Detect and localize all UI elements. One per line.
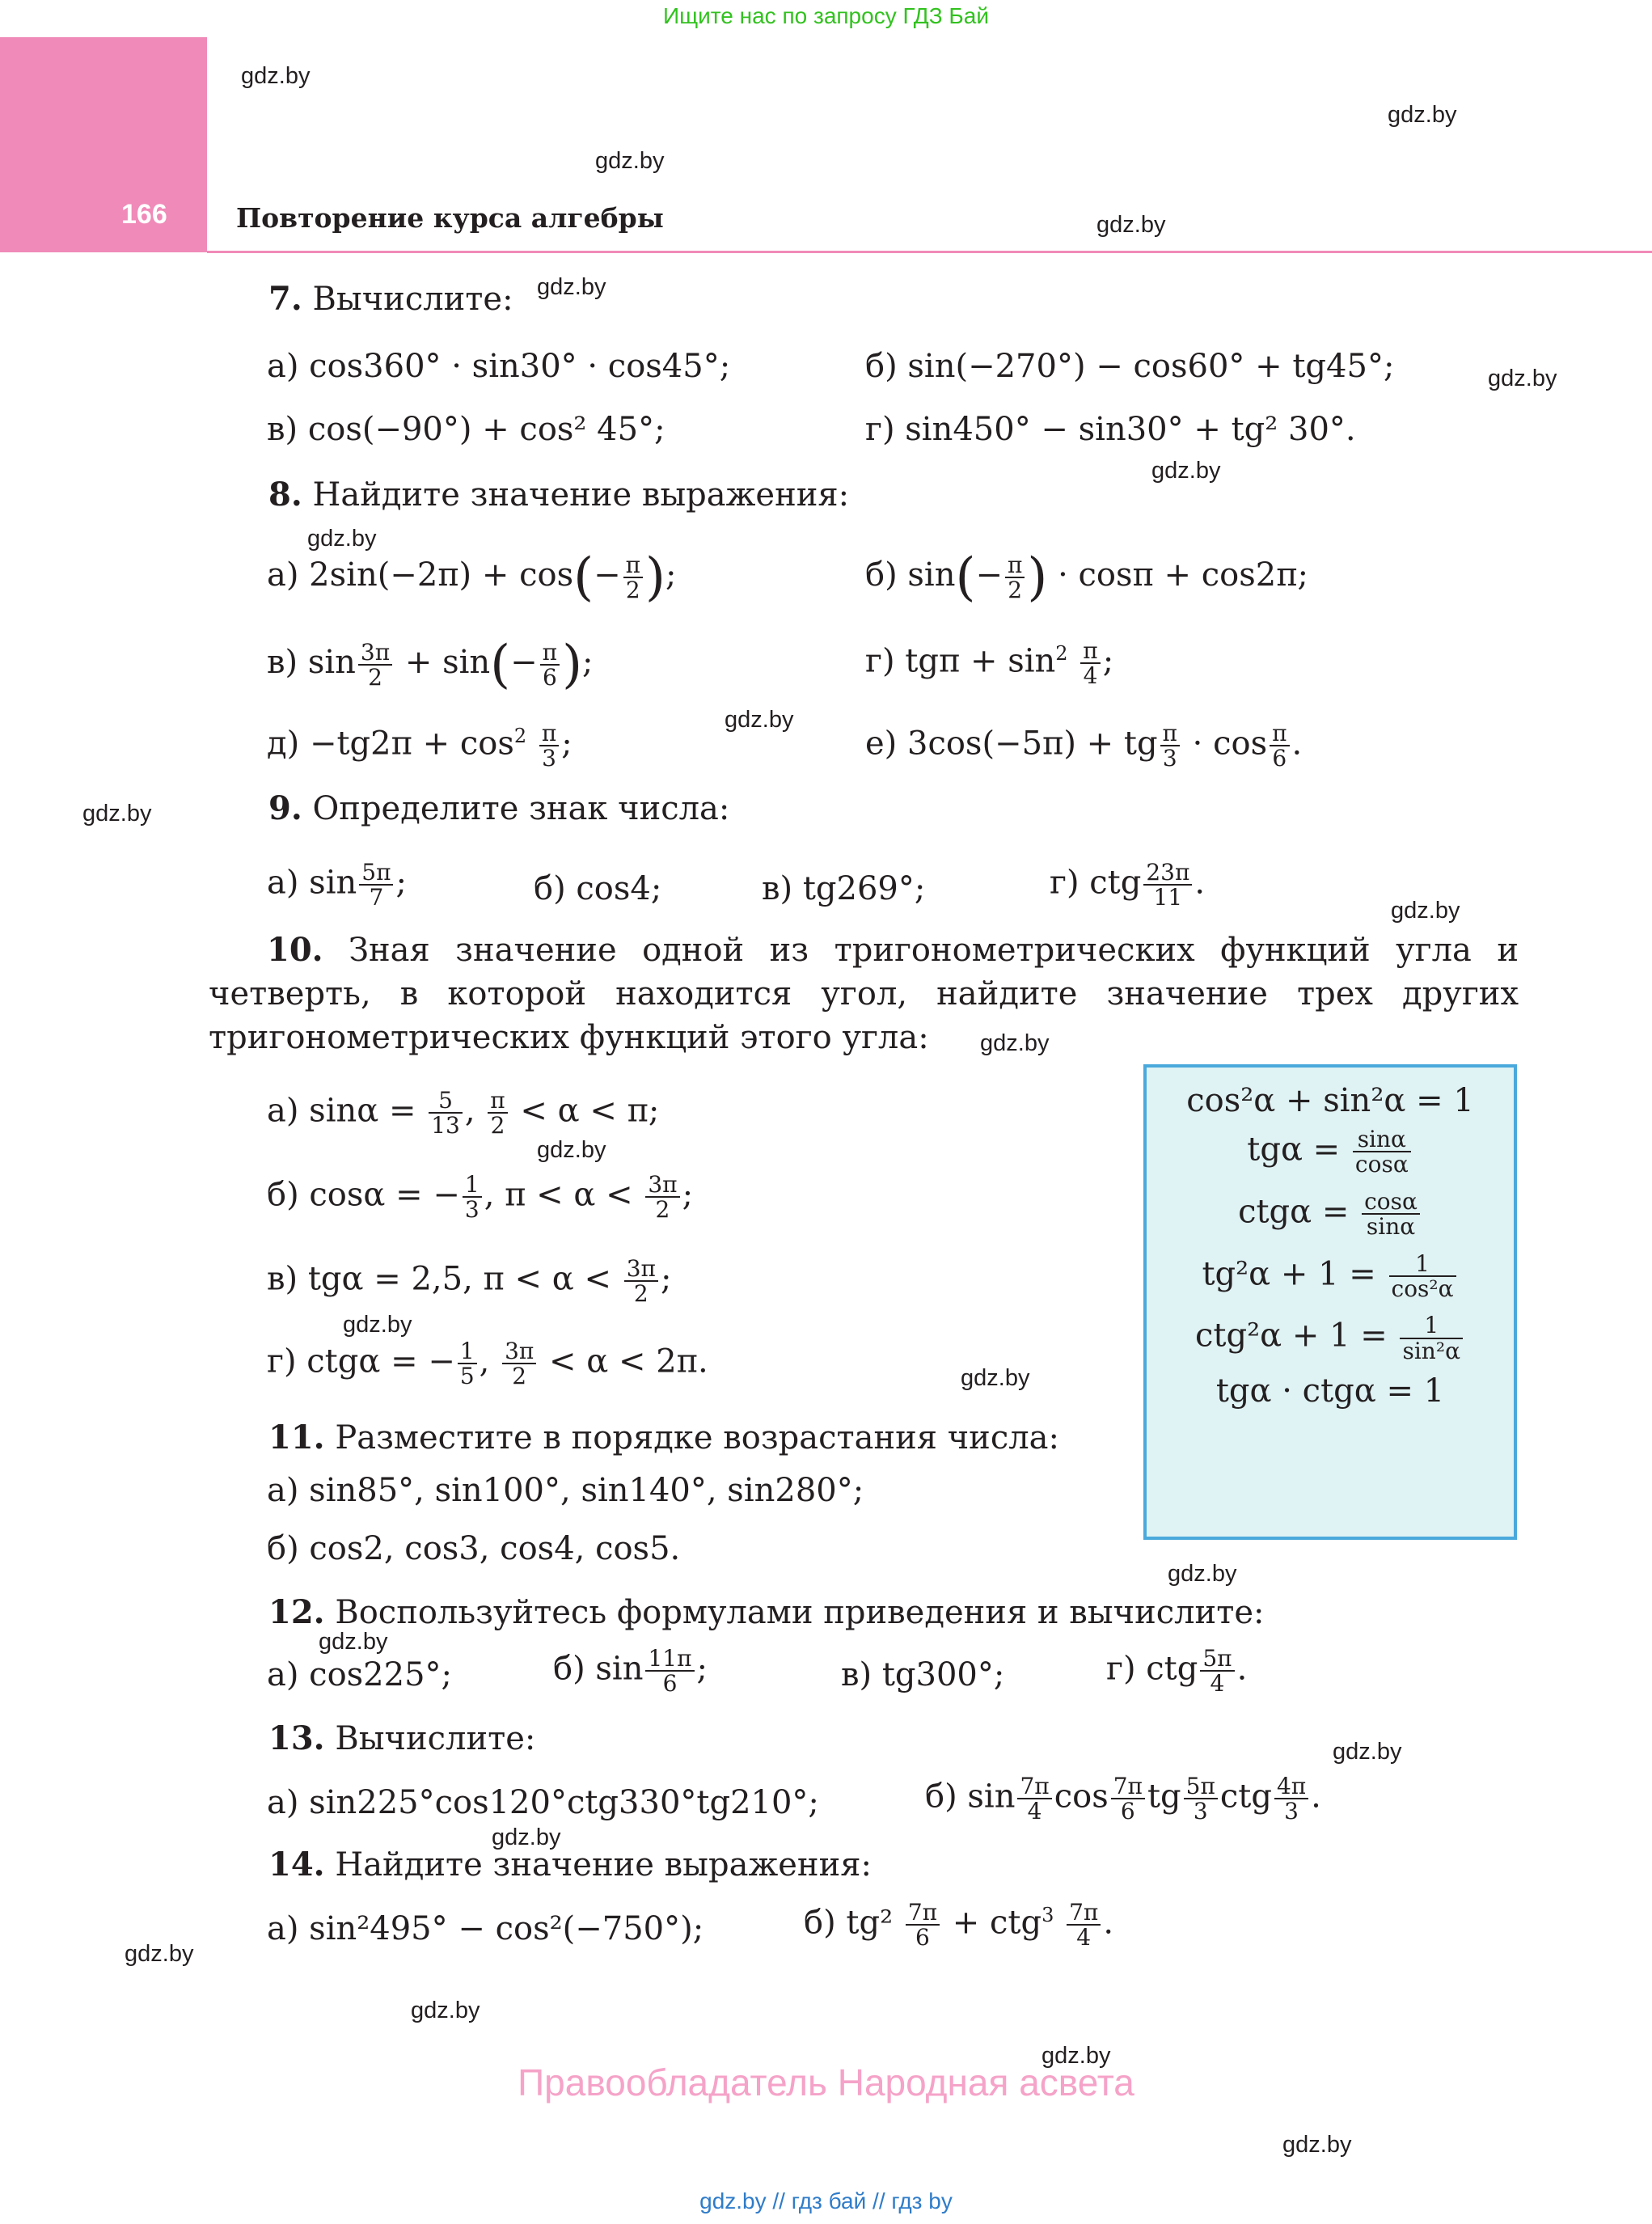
watermark: gdz.by — [343, 1312, 412, 1338]
watermark: gdz.by — [1041, 2043, 1111, 2069]
problem-9a: а) sin $\frac{5\pi}{7}$ ; — [267, 859, 407, 911]
watermark: gdz.by — [725, 707, 794, 733]
problem-9b: б) cos4; — [534, 870, 662, 907]
problem-11a: а) sin85°, sin100°, sin140°, sin280°; — [267, 1472, 864, 1509]
formula-ctg: ctgα = $\frac{\cos\alpha}{\sin\alpha}$ — [1147, 1190, 1514, 1239]
problem-10g: г) ctgα = − $\frac{1}{5}$ , $\frac{3\pi}{2}$ < α < 2π. — [267, 1338, 708, 1390]
problem-13b: б) sin $\frac{7\pi}{4}$ cos $\frac{7\pi}{6}$ tg $\frac{5\pi}{3}$ ctg $\frac{4\pi}{3}$ . — [925, 1773, 1321, 1825]
watermark: gdz.by — [1282, 2132, 1352, 2158]
problem-8v: в) sin $\frac{3\pi}{2}$ + sin(− $\frac{\pi}{6}$ ); — [267, 635, 594, 695]
problem-8-title: 8. Найдите значение выражения: — [268, 476, 850, 514]
problem-7b: б) sin(−270°) − cos60° + tg45°; — [865, 348, 1395, 385]
problem-12a: а) cos225°; — [267, 1656, 453, 1693]
formula-tg-squared: tg²α + 1 = $\frac{1}{\text{cos²α}}$ — [1147, 1252, 1514, 1301]
running-title: Повторение курса алгебры — [236, 202, 664, 234]
problem-14b: б) tg² $\frac{7\pi}{6}$ + ctg$^3$ $\frac{7\pi}{4}$ . — [804, 1899, 1114, 1951]
watermark: gdz.by — [307, 526, 377, 552]
watermark: gdz.by — [411, 1998, 480, 2023]
bottom-links[interactable]: gdz.by // гдз бай // гдз by — [699, 2188, 953, 2213]
watermark: gdz.by — [595, 148, 665, 174]
problem-10-text: 10. Зная значение одной из тригонометрических функций угла и четверть, в которой находится угол, найдите значение трех других тригонометрических функций этого угла: — [209, 931, 1519, 1056]
watermark: gdz.by — [492, 1824, 561, 1850]
page-number: 166 — [121, 199, 167, 230]
problem-12g: г) ctg $\frac{5\pi}{4}$ . — [1106, 1645, 1248, 1698]
watermark: gdz.by — [961, 1365, 1030, 1391]
problem-8a: а) 2sin(−2π) + cos(− $\frac{\pi}{2}$ ); — [267, 548, 677, 607]
problem-10b: б) cosα = − $\frac{1}{3}$ , π < α < $\frac{3\pi}{2}$ ; — [267, 1171, 694, 1224]
top-banner[interactable]: Ищите нас по запросу ГДЗ Бай — [662, 3, 990, 28]
watermark: gdz.by — [241, 63, 311, 89]
problem-12v: в) tg300°; — [841, 1656, 1005, 1693]
problem-11-title: 11. Разместите в порядке возрастания числа: — [268, 1419, 1059, 1457]
problem-9g: г) ctg $\frac{23\pi}{11}$ . — [1050, 859, 1206, 911]
watermark: gdz.by — [1488, 366, 1557, 391]
watermark: gdz.by — [537, 1137, 606, 1163]
watermark: gdz.by — [1388, 102, 1457, 128]
watermark: gdz.by — [1391, 898, 1460, 924]
problem-8g: г) $tg\pi + \sin^2$ $\frac{\pi}{4}$ ; — [865, 637, 1114, 690]
formula-product: tgα · ctgα = 1 — [1215, 1372, 1445, 1410]
problem-9v: в) tg269°; — [762, 870, 926, 907]
problem-7g: г) sin450° − sin30° + tg² 30°. — [865, 411, 1356, 448]
watermark: gdz.by — [319, 1629, 388, 1655]
watermark: gdz.by — [980, 1030, 1050, 1056]
watermark: gdz.by — [125, 1941, 194, 1967]
problem-12-title: 12. Воспользуйтесь формулами приведения и вычислите: — [268, 1593, 1265, 1631]
problem-14a: а) sin²495° − cos²(−750°); — [267, 1910, 704, 1947]
watermark: gdz.by — [1096, 212, 1166, 238]
watermark: gdz.by — [1151, 458, 1221, 484]
problem-7v: в) cos(−90°) + cos² 45°; — [267, 411, 665, 448]
problem-8e: е) 3cos(−5π) + tg $\frac{\pi}{3}$ · cos $\frac{\pi}{6}$ . — [865, 720, 1303, 772]
watermark: gdz.by — [537, 274, 606, 300]
formula-ctg-squared: ctg²α + 1 = $\frac{1}{\text{sin²α}}$ — [1147, 1313, 1514, 1363]
problem-12b: б) sin $\frac{11\pi}{6}$ ; — [553, 1645, 708, 1698]
watermark: gdz.by — [1333, 1739, 1402, 1765]
watermark: gdz.by — [82, 801, 152, 827]
problem-13-title: 13. Вычислите: — [268, 1719, 536, 1757]
problem-7a: а) cos360° · sin30° · cos45°; — [267, 348, 731, 385]
problem-7-title: 7. Вычислите: — [268, 280, 513, 318]
formula-identity: cos²α + sin²α = 1 — [1186, 1082, 1474, 1119]
problem-11b: б) cos2, cos3, cos4, cos5. — [267, 1530, 681, 1567]
header-rule — [207, 251, 1652, 253]
formula-box — [1143, 1064, 1517, 1540]
problem-8d: $д) -tg2\pi + \cos^2$ $\frac{\pi}{3}$ ; — [267, 720, 572, 772]
watermark: gdz.by — [1168, 1561, 1237, 1587]
problem-13a: а) sin225°cos120°ctg330°tg210°; — [267, 1784, 819, 1821]
copyright-notice: Правообладатель Народная асвета — [518, 2061, 1134, 2103]
problem-8b: б) sin(− $\frac{\pi}{2}$ ) · cosπ + cos2π; — [865, 548, 1308, 607]
problem-10a: а) sinα = $\frac{5}{13}$ , $\frac{\pi}{2}$ < α < π; — [267, 1087, 660, 1139]
page-corner-block — [0, 37, 207, 252]
problem-14-title: 14. Найдите значение выражения: — [268, 1846, 872, 1884]
formula-tg: tgα = $\frac{\sin\alpha}{\cos\alpha}$ — [1147, 1127, 1514, 1177]
problem-9-title: 9. Определите знак числа: — [268, 789, 730, 827]
problem-10v: в) tgα = 2,5, π < α < $\frac{3\pi}{2}$ ; — [267, 1255, 672, 1308]
